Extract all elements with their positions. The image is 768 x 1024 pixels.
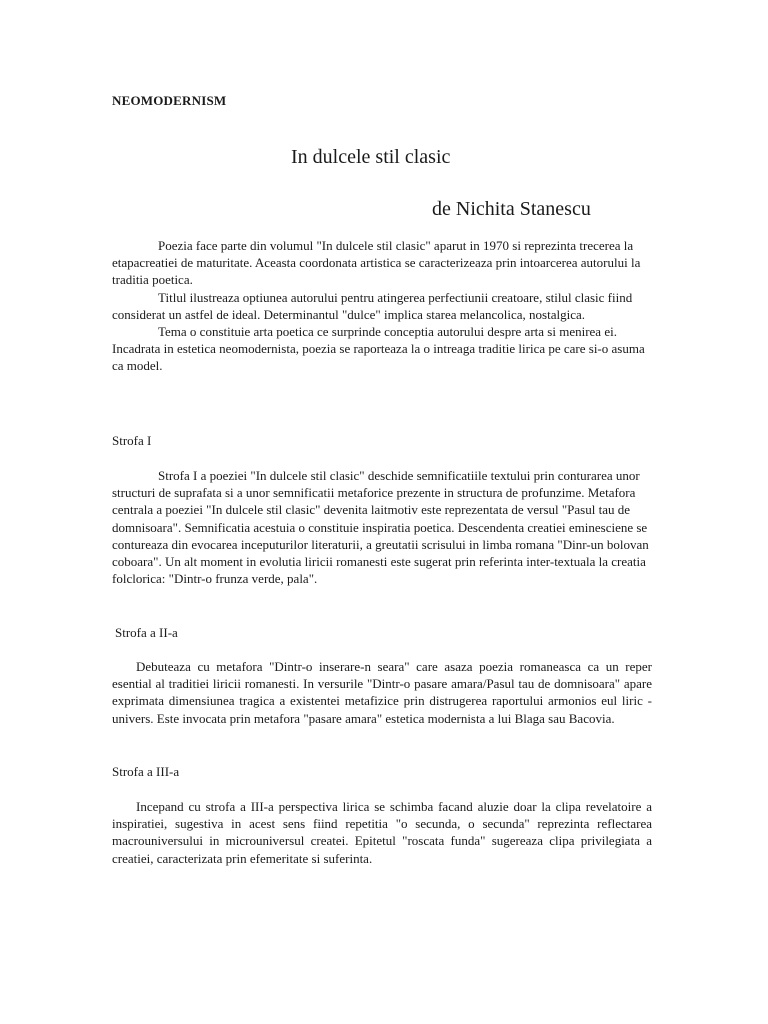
poem-title: In dulcele stil clasic: [291, 146, 451, 168]
intro-paragraph-volume: Poezia face parte din volumul "In dulcele stil clasic" aparut in 1970 si reprezinta trecerea la etapacreatiei de maturitate. Aceasta coordonata artistica se caracterizeaza prin intoarcerea autorului la traditia poetica.: [112, 238, 641, 288]
intro-paragraph-theme: Tema o constituie arta poetica ce surprinde conceptia autorului despre arta si menirea ei. Incadrata in estetica neomodernista, poezia se raporteaza la o intreaga traditie lirica pe care si-o asuma ca model.: [112, 324, 645, 374]
strofa-2-heading: Strofa a II-a: [115, 625, 178, 640]
strofa-3-section: [112, 798, 652, 867]
strofa-2-paragraph: Debuteaza cu metafora "Dintr-o inserare-n seara" care asaza poezia romaneasca ca un reper esential al traditiei liricii romanesti. In versurile "Dintr-o pasare amara/Pasul tau de domnisoara" apare exprimata dimensiunea tragica a existentei metafizice prin distrugerea raportului armonios eul liric - univers. Este invocata prin metafora "pasare amara" estetica modernista a lui Blaga sau Bacovia.: [112, 659, 652, 726]
strofa-2-section: [112, 658, 652, 727]
category-heading: NEOMODERNISM: [112, 93, 227, 108]
strofa-1-paragraph: Strofa I a poeziei "In dulcele stil clasic" deschide semnificatiile textului prin conturarea unor structuri de suprafata si a unor semnificatii metaforice prezente in structura de profunzime. Metafora centrala a poeziei "In dulcele stil clasic" devenita laitmotiv este reprezentata de versul "Pasul tau de domnisoara". Semnificatia acestuia o constituie inspiratia poetica. Descendenta creatiei eminesciene se contureaza din evocarea inceputurilor literaturii, a greutatii scrisului in limba romana "Dinr-un bolovan coboara". Un alt moment in evolutia liricii romanesti este sugerat prin referinta inter-textuala la creatia folclorica: "Dintr-o frunza verde, pala".: [112, 468, 649, 587]
intro-section: [112, 237, 652, 375]
poem-author: de Nichita Stanescu: [432, 198, 591, 220]
strofa-1-section: [112, 467, 652, 587]
strofa-3-paragraph: Incepand cu strofa a III-a perspectiva lirica se schimba facand aluzie doar la clipa revelatoire a inspiratiei, sugestiva in acest sens fiind repetitia "o secunda, o secunda" reprezinta reflectarea macrouniversului in microuniversul createi. Epitetul "roscata funda" sugereaza clipa privilegiata a creatiei, caracterizata prin efemeritate si suferinta.: [112, 799, 652, 866]
strofa-3-heading: Strofa a III-a: [112, 764, 180, 779]
strofa-1-heading: Strofa I: [112, 433, 152, 448]
intro-paragraph-title: Titlul ilustreaza optiunea autorului pentru atingerea perfectiunii creatoare, stilul clasic fiind considerat un astfel de ideal. Determinantul "dulce" implica starea melancolica, nostalgica.: [112, 289, 633, 322]
